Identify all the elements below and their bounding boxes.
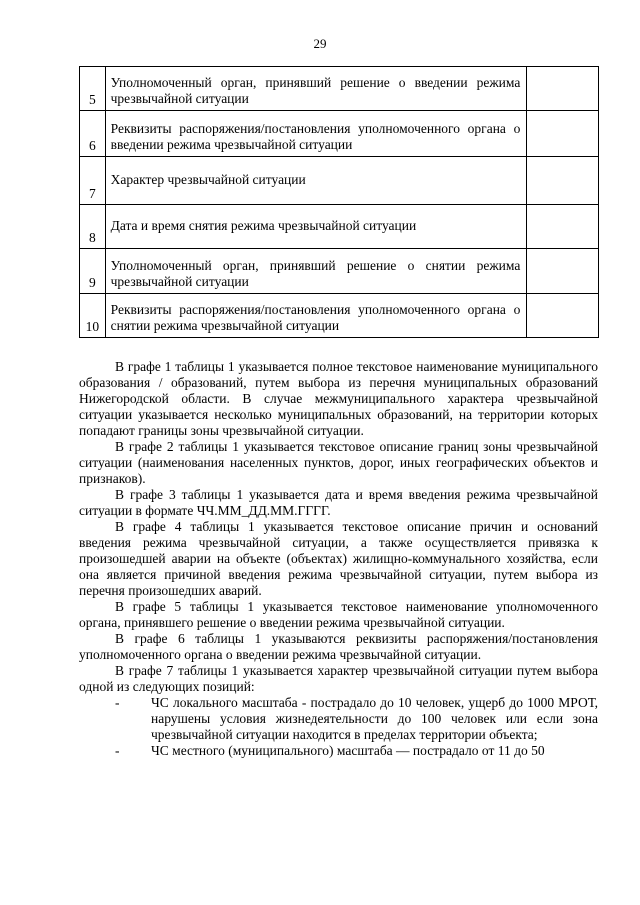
list-item	[79, 743, 598, 759]
table-row	[80, 67, 599, 111]
row-number: 7	[80, 157, 106, 205]
table-row	[80, 205, 599, 249]
row-description: Реквизиты распоряжения/постановления уполномоченного органа о введении режима чрезвычайной ситуации	[105, 111, 527, 157]
paragraph: В графе 2 таблицы 1 указывается текстовое описание границ зоны чрезвычайной ситуации (наименования населенных пунктов, дорог, иных географических объектов и признаков).	[79, 439, 598, 486]
value-cell	[527, 67, 599, 111]
row-description: Характер чрезвычайной ситуации	[105, 157, 527, 205]
paragraph: В графе 5 таблицы 1 указывается текстовое наименование уполномоченного органа, принявшего решение о введении режима чрезвычайной ситуации.	[79, 599, 598, 630]
list-marker: -	[115, 743, 120, 758]
paragraph: В графе 7 таблицы 1 указывается характер чрезвычайной ситуации путем выбора одной из следующих позиций:	[79, 663, 598, 694]
table-row	[80, 249, 599, 294]
paragraph: В графе 3 таблицы 1 указывается дата и время введения режима чрезвычайной ситуации в формате ЧЧ.ММ_ДД.ММ.ГГГГ.	[79, 487, 598, 518]
table-row	[80, 294, 599, 338]
paragraph: В графе 4 таблицы 1 указывается текстовое описание причин и оснований введения режима чрезвычайной ситуации, а также осуществляется привязка к произошедшей аварии на объекте (объектах) жилищно-коммунального хозяйства, если она является причиной введения режима чрезвычайной ситуации, путем выбора из перечня произошедших аварий.	[79, 519, 598, 598]
list-item-text: ЧС местного (муниципального) масштаба — пострадало от 11 до 50	[151, 743, 545, 758]
value-cell	[527, 294, 599, 338]
row-number: 10	[80, 294, 106, 338]
page-number: 29	[313, 36, 327, 51]
paragraph: В графе 1 таблицы 1 указывается полное текстовое наименование муниципального образования / образований, путем выбора из перечня муниципальных образований Нижегородской области. В случае межмуниципального характера чрезвычайной ситуации указывается несколько муниципальных образований, на территории которых попадают границы зоны чрезвычайной ситуации.	[79, 359, 598, 438]
row-number: 9	[80, 249, 106, 294]
list-item	[79, 695, 598, 743]
value-cell	[527, 111, 599, 157]
table-row	[80, 111, 599, 157]
body-text	[79, 359, 598, 759]
paragraph: В графе 6 таблицы 1 указываются реквизиты распоряжения/постановления уполномоченного органа о введении режима чрезвычайной ситуации.	[79, 631, 598, 662]
row-description: Дата и время снятия режима чрезвычайной ситуации	[105, 205, 527, 249]
value-cell	[527, 249, 599, 294]
value-cell	[527, 205, 599, 249]
row-number: 5	[80, 67, 106, 111]
value-cell	[527, 157, 599, 205]
row-number: 6	[80, 111, 106, 157]
list-marker: -	[115, 695, 120, 710]
table-row	[80, 157, 599, 205]
row-description: Реквизиты распоряжения/постановления уполномоченного органа о снятии режима чрезвычайной ситуации	[105, 294, 527, 338]
row-description: Уполномоченный орган, принявший решение о снятии режима чрезвычайной ситуации	[105, 249, 527, 294]
row-description: Уполномоченный орган, принявший решение о введении режима чрезвычайной ситуации	[105, 67, 527, 111]
data-table	[79, 66, 599, 338]
list-item-text: ЧС локального масштаба - пострадало до 10 человек, ущерб до 1000 МРОТ, нарушены условия жизнедеятельности до 100 человек или если зона чрезвычайной ситуации находится в пределах территории объекта;	[151, 695, 598, 742]
row-number: 8	[80, 205, 106, 249]
